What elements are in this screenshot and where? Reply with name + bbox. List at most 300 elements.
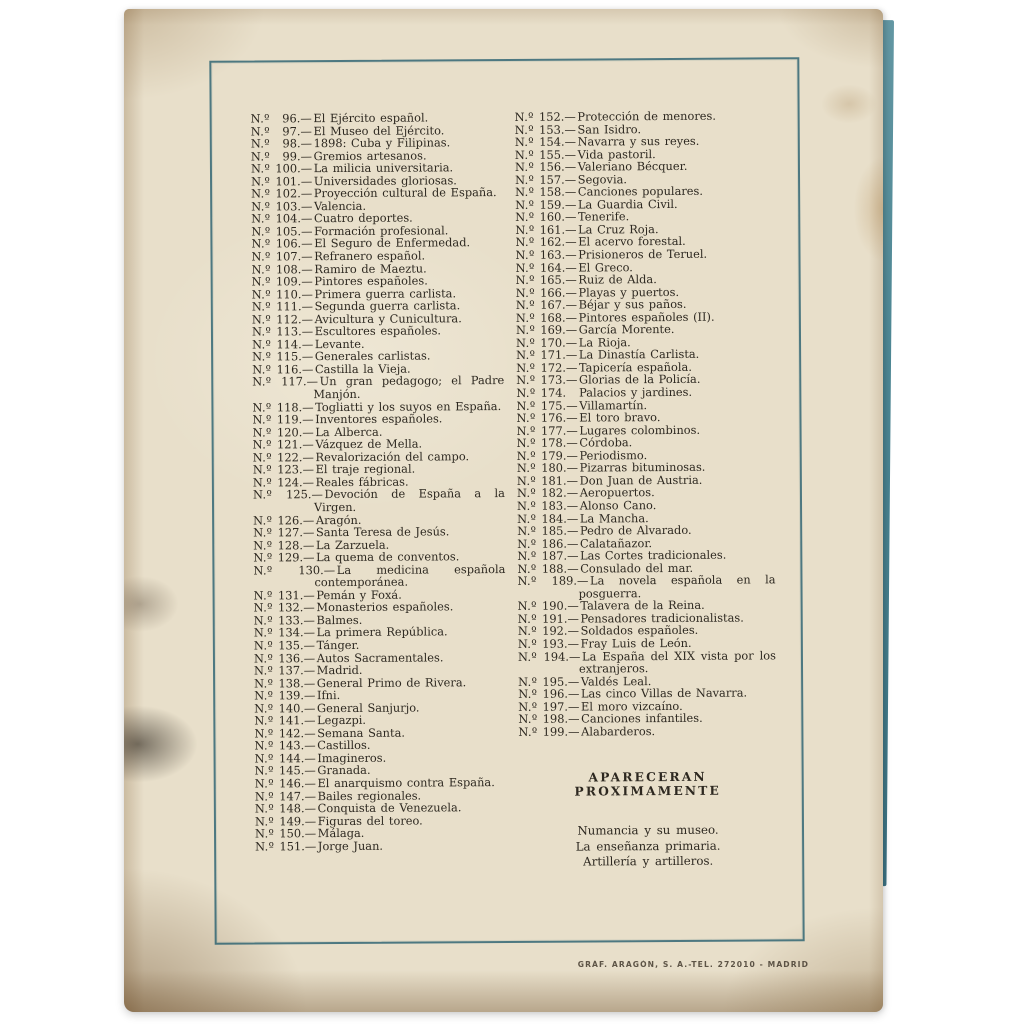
- entry-title: La medicina española contemporánea.: [314, 561, 506, 590]
- entry-separator: —: [304, 813, 317, 828]
- entry-number: 96.: [282, 111, 301, 126]
- entry-prefix: N.º: [254, 713, 274, 728]
- entry-prefix: N.º: [514, 134, 534, 150]
- entry-prefix: N.º: [515, 272, 535, 288]
- catalog-entry: [253, 487, 505, 514]
- entry-separator: —: [303, 613, 315, 628]
- entry-title: El traje regional.: [315, 461, 416, 477]
- entry-number: 180.: [541, 460, 567, 476]
- entry-number: 166.: [540, 285, 566, 300]
- decorative-frame: [209, 57, 804, 945]
- entry-separator: —: [301, 362, 314, 377]
- entry-number: 196.: [542, 686, 568, 701]
- catalog-entry: [518, 649, 776, 676]
- entry-separator: —: [564, 134, 576, 149]
- entry-prefix: N.º: [253, 538, 273, 553]
- entry-separator: —: [567, 699, 580, 714]
- entry-number: 172.: [540, 360, 566, 375]
- entry-separator: —: [567, 636, 580, 651]
- upcoming-item: Numancia y su museo.: [577, 823, 719, 838]
- entry-title: Universidades gloriosas.: [313, 173, 457, 188]
- entry-separator: —: [303, 688, 316, 703]
- entry-number: 99.: [282, 148, 301, 164]
- entry-number: 175.: [540, 398, 567, 413]
- entry-separator: —: [566, 448, 578, 463]
- entry-title: Periodismo.: [579, 447, 648, 463]
- entry-prefix: N.º: [515, 210, 535, 225]
- entry-prefix: N.º: [253, 650, 274, 666]
- entry-prefix: N.º: [251, 337, 272, 352]
- entry-separator: —: [300, 173, 313, 188]
- entry-number: 129.: [277, 550, 304, 565]
- entry-separator: —: [304, 788, 316, 803]
- entry-prefix: N.º: [252, 349, 272, 364]
- entry-number: 123.: [277, 462, 303, 477]
- entry-separator: —: [566, 485, 579, 501]
- entry-title: 1898: Cuba y Filipinas.: [313, 135, 451, 151]
- entry-separator: —: [301, 337, 314, 352]
- entry-number: 107.: [275, 249, 302, 264]
- entry-prefix: N.º: [250, 149, 271, 164]
- entry-number: 150.: [279, 826, 305, 841]
- entry-prefix: N.º: [254, 751, 274, 766]
- entry-prefix: N.º: [251, 249, 271, 264]
- entry-title: Avicultura y Cunicultura.: [314, 311, 462, 326]
- catalog-entry: [253, 563, 505, 590]
- entry-prefix: N.º: [250, 123, 270, 139]
- entry-prefix: N.º: [517, 649, 538, 664]
- entry-number: 186.: [541, 536, 568, 551]
- entry-prefix: N.º: [514, 160, 535, 175]
- entry-separator: —: [567, 623, 579, 639]
- entry-separator: —: [302, 525, 315, 540]
- entry-number: 194.: [543, 649, 570, 664]
- entry-prefix: N.º: [254, 801, 275, 816]
- entry-prefix: N.º: [517, 511, 537, 526]
- entry-number: 132.: [277, 600, 304, 615]
- entry-prefix: N.º: [515, 310, 536, 325]
- entry-separator: —: [304, 738, 316, 753]
- entry-separator: —: [566, 498, 579, 513]
- entry-title: Legazpi.: [317, 713, 367, 728]
- entry-title: Figuras del toreo.: [317, 813, 423, 828]
- entry-separator: —: [566, 435, 578, 450]
- entry-separator: —: [565, 247, 577, 262]
- entry-number: 144.: [278, 751, 305, 766]
- entry-separator: —: [304, 763, 316, 778]
- entry-title: La España del XIX vista por los extranjeros.: [578, 647, 776, 676]
- entry-prefix: N.º: [517, 611, 537, 626]
- entry-separator: —: [306, 374, 319, 389]
- entry-number: 156.: [539, 159, 565, 174]
- entry-title: Castillos.: [317, 738, 371, 753]
- entry-separator: —: [300, 111, 312, 126]
- entry-separator: —: [303, 625, 315, 640]
- entry-prefix: N.º: [254, 814, 275, 829]
- entry-prefix: N.º: [518, 724, 538, 739]
- entry-number: 170.: [540, 335, 566, 350]
- catalog-entry: [251, 186, 503, 200]
- entry-separator: —: [566, 523, 579, 538]
- entry-prefix: N.º: [515, 222, 535, 237]
- entry-prefix: N.º: [516, 498, 537, 513]
- entry-prefix: N.º: [518, 674, 538, 689]
- entry-separator: —: [302, 462, 314, 477]
- entry-separator: —: [302, 449, 314, 465]
- entry-number: 185.: [541, 523, 567, 538]
- entry-prefix: N.º: [251, 224, 271, 239]
- entry-number: 165.: [539, 272, 566, 287]
- entry-number: 109.: [275, 274, 302, 289]
- entry-separator: —: [564, 209, 577, 225]
- entry-title: Glorias de la Policía.: [578, 372, 701, 388]
- entry-separator: —: [566, 460, 578, 475]
- entry-number: 101.: [275, 173, 301, 189]
- entry-number: 118.: [276, 399, 303, 414]
- entry-separator: —: [565, 235, 577, 250]
- entry-number: 116.: [276, 362, 302, 377]
- entry-title: Formación profesional.: [314, 223, 449, 239]
- entry-title: Málaga.: [317, 826, 365, 841]
- entry-prefix: N.º: [253, 613, 273, 628]
- entry-title: Béjar y sus paños.: [578, 297, 687, 312]
- entry-prefix: N.º: [252, 450, 272, 465]
- entry-number: 136.: [278, 650, 304, 665]
- entry-prefix: N.º: [250, 111, 270, 126]
- entry-separator: —: [301, 286, 313, 301]
- entry-number: 145.: [278, 763, 305, 778]
- entry-separator: —: [576, 573, 589, 588]
- entry-separator: —: [565, 347, 578, 363]
- entry-title: Granada.: [317, 763, 371, 778]
- entry-prefix: N.º: [253, 638, 274, 653]
- entry-prefix: N.º: [514, 109, 534, 124]
- entry-prefix: N.º: [516, 410, 536, 426]
- entry-separator: —: [566, 473, 579, 488]
- entry-prefix: N.º: [254, 676, 274, 691]
- entry-title: San Isidro.: [577, 121, 642, 137]
- entry-prefix: N.º: [517, 561, 537, 576]
- entry-title: Jorge Juan.: [317, 838, 384, 853]
- entry-title: Bailes regionales.: [317, 788, 422, 803]
- upcoming-title: APARECERAN PROXIMAMENTE: [574, 770, 722, 799]
- entry-separator: —: [567, 686, 580, 701]
- entry-title: Alonso Cano.: [579, 498, 657, 513]
- entry-prefix: N.º: [251, 199, 271, 214]
- entry-title: Cuatro deportes.: [313, 210, 413, 226]
- entry-separator: —: [564, 147, 577, 162]
- entry-prefix: N.º: [518, 712, 538, 727]
- entry-separator: —: [301, 274, 313, 289]
- entry-prefix: N.º: [253, 525, 273, 540]
- entry-prefix: N.º: [515, 235, 535, 250]
- entry-title: Proyección cultural de España.: [313, 185, 497, 201]
- entry-prefix: N.º: [516, 373, 536, 388]
- entry-title: Devoción de España a la Virgen.: [313, 486, 505, 515]
- upcoming-list: [519, 823, 777, 870]
- entry-prefix: N.º: [251, 274, 271, 289]
- entry-title: Pensadores tradicionalistas.: [580, 610, 744, 626]
- entry-number: 176.: [540, 410, 567, 425]
- entry-title: Semana Santa.: [317, 725, 406, 740]
- entry-number: 138.: [278, 675, 304, 691]
- entry-number: 148.: [279, 801, 305, 816]
- entry-number: 122.: [277, 450, 303, 465]
- entry-title: Primera guerra carlista.: [314, 285, 457, 301]
- entry-prefix: N.º: [251, 299, 271, 314]
- entry-title: El moro vizcaíno.: [580, 698, 683, 714]
- entry-number: 134.: [278, 625, 304, 640]
- entry-prefix: N.º: [517, 624, 537, 639]
- entry-separator: —: [567, 561, 579, 576]
- entry-title: Don Juan de Austria.: [579, 472, 703, 488]
- entry-separator: —: [302, 412, 314, 427]
- entry-prefix: N.º: [515, 197, 535, 212]
- entry-prefix: N.º: [250, 161, 271, 176]
- entry-separator: —: [302, 424, 314, 439]
- entry-number: 162.: [539, 235, 566, 250]
- entry-title: Ifni.: [316, 688, 341, 703]
- entry-separator: —: [304, 713, 316, 728]
- entry-separator: —: [566, 410, 578, 425]
- entry-prefix: N.º: [250, 136, 270, 151]
- entry-prefix: N.º: [514, 122, 534, 137]
- entry-separator: —: [566, 423, 578, 438]
- entry-prefix: N.º: [253, 625, 273, 640]
- entry-title: La Zarzuela.: [315, 537, 390, 552]
- entry-title: El Seguro de Enfermedad.: [314, 235, 471, 251]
- upcoming-section: [519, 770, 778, 870]
- entry-title: Monasterios españoles.: [316, 599, 454, 615]
- entry-number: 108.: [275, 261, 302, 276]
- entry-number: 161.: [539, 222, 566, 237]
- entry-prefix: N.º: [517, 548, 537, 564]
- entry-title: El Ejército español.: [313, 110, 429, 126]
- entry-title: Pedro de Alvarado.: [579, 522, 692, 538]
- upcoming-item: La enseñanza primaria.: [575, 838, 721, 854]
- entry-separator: —: [304, 725, 316, 741]
- entry-number: 128.: [277, 537, 304, 552]
- entry-title: Valeriano Bécquer.: [577, 159, 688, 174]
- entry-title: Imagineros.: [317, 750, 387, 766]
- entry-title: Refranero español.: [314, 248, 426, 264]
- entry-prefix: N.º: [515, 185, 535, 200]
- entry-number: 104.: [275, 211, 302, 226]
- entry-title: La novela española en la posguerra.: [578, 572, 776, 601]
- entry-number: 141.: [278, 713, 305, 728]
- entry-title: Levante.: [314, 336, 365, 352]
- entry-separator: —: [300, 211, 313, 226]
- entry-number: 97.: [282, 123, 301, 138]
- entry-number: 183.: [541, 498, 567, 513]
- upcoming-item: Artillería y artilleros.: [583, 853, 714, 869]
- entry-title: General Sanjurjo.: [316, 700, 420, 715]
- entry-number: 106.: [275, 236, 302, 251]
- entry-title: Aragón.: [315, 512, 362, 527]
- entry-number: 135.: [278, 638, 304, 653]
- entry-number: 178.: [540, 435, 567, 451]
- entry-number: 105.: [275, 224, 302, 239]
- entry-prefix: N.º: [516, 423, 536, 438]
- entry-number: 191.: [542, 611, 568, 626]
- entry-number: 126.: [277, 512, 303, 527]
- entry-number: 171.: [540, 348, 566, 363]
- entry-title: Tánger.: [316, 637, 360, 653]
- entry-separator: —: [566, 511, 579, 526]
- entry-separator: —: [303, 675, 316, 690]
- entry-number: 117.: [281, 374, 307, 389]
- entry-prefix: N.º: [515, 247, 535, 262]
- entry-prefix: N.º: [514, 147, 535, 162]
- entry-number: 193.: [542, 636, 568, 651]
- entry-number: 127.: [277, 525, 303, 540]
- entry-separator: —: [565, 285, 577, 300]
- entry-prefix: N.º: [516, 436, 536, 451]
- catalog-entry: [252, 374, 504, 401]
- entry-title: La Dinastía Carlista.: [578, 347, 700, 362]
- entry-title: Consulado del mar.: [580, 560, 694, 576]
- entry-number: 147.: [279, 788, 305, 803]
- entry-prefix: N.º: [252, 437, 272, 452]
- entry-separator: —: [302, 475, 315, 490]
- entry-separator: —: [304, 776, 316, 791]
- entry-title: Ruiz de Alda.: [578, 272, 657, 287]
- entry-title: Un gran pedagogo; el Padre Manjón.: [313, 373, 505, 402]
- entry-number: 124.: [277, 475, 303, 490]
- entry-prefix: N.º: [517, 523, 537, 538]
- entry-prefix: N.º: [253, 663, 274, 678]
- entry-prefix: N.º: [253, 512, 273, 528]
- entry-title: Canciones populares.: [577, 184, 704, 199]
- entry-separator: —: [303, 650, 316, 665]
- entry-prefix: N.º: [253, 563, 273, 578]
- entry-title: Revalorización del campo.: [315, 448, 470, 464]
- entry-title: Playas y puertos.: [578, 284, 680, 300]
- entry-prefix: N.º: [254, 826, 275, 841]
- entry-number: 100.: [275, 161, 301, 176]
- entry-number: 112.: [276, 312, 302, 327]
- entry-separator: —: [302, 537, 315, 552]
- entry-number: 114.: [276, 337, 302, 352]
- entry-number: 157.: [539, 172, 565, 187]
- entry-title: La Mancha.: [579, 510, 649, 526]
- entry-prefix: N.º: [251, 236, 271, 252]
- entry-prefix: N.º: [252, 475, 273, 490]
- entry-number: 160.: [539, 210, 566, 225]
- entry-title: Soldados españoles.: [580, 623, 699, 638]
- entry-prefix: N.º: [516, 348, 536, 363]
- printer-imprint: GRÁF. ARAGÓN, S. A.-TEL. 272010 - MADRID: [577, 960, 809, 969]
- entry-title: Valencia.: [313, 198, 367, 214]
- entry-title: La Alberca.: [315, 424, 383, 439]
- entry-title: El anarquismo contra España.: [317, 775, 495, 791]
- entry-number: 153.: [539, 122, 565, 137]
- entry-separator: —: [565, 322, 578, 337]
- entry-number: 98.: [282, 136, 301, 151]
- entry-separator: —: [568, 724, 580, 739]
- entry-number: 152.: [538, 109, 565, 124]
- entry-title: El Greco.: [578, 259, 633, 275]
- entry-separator: —: [565, 335, 578, 350]
- entry-prefix: N.º: [515, 285, 535, 300]
- entry-number: 155.: [539, 147, 565, 162]
- entry-number: 198.: [542, 711, 569, 727]
- entry-title: Conquista de Venezuela.: [317, 800, 462, 816]
- entry-separator: —: [567, 674, 580, 689]
- entry-separator: —: [564, 172, 577, 187]
- entry-number: 187.: [541, 548, 568, 563]
- entry-title: Villamartín.: [579, 397, 648, 413]
- entry-title: Autos Sacramentales.: [316, 649, 444, 665]
- entry-prefix: N.º: [251, 312, 272, 327]
- entry-number: 110.: [276, 286, 302, 302]
- entry-prefix: N.º: [516, 461, 536, 476]
- entry-number: 143.: [278, 738, 305, 753]
- entry-prefix: N.º: [518, 699, 538, 714]
- entry-prefix: N.º: [516, 398, 536, 413]
- entry-title: El acervo forestal.: [578, 234, 686, 250]
- entry-separator: —: [300, 148, 313, 163]
- entry-title: Generales carlistas.: [314, 348, 431, 364]
- entry-prefix: N.º: [516, 486, 537, 501]
- entry-number: 102.: [275, 186, 301, 201]
- entry-number: 164.: [539, 260, 566, 275]
- entry-separator: —: [565, 360, 578, 375]
- entry-title: Las Cortes tradicionales.: [580, 547, 727, 563]
- entry-title: Inventores españoles.: [315, 411, 443, 427]
- entry-prefix: N.º: [253, 550, 273, 565]
- entry-title: Palacios y jardines.: [579, 384, 693, 400]
- entry-separator: —: [565, 297, 577, 312]
- catalog-content: [251, 109, 793, 871]
- entry-number: 174.: [540, 385, 567, 400]
- entry-separator: —: [564, 184, 577, 199]
- entry-number: 173.: [540, 373, 567, 388]
- entry-number: 131.: [277, 588, 304, 603]
- entry-separator: —: [304, 801, 317, 816]
- entry-prefix: N.º: [254, 763, 274, 778]
- entry-title: Prisioneros de Teruel.: [578, 246, 708, 262]
- entry-title: La milicia universitaria.: [313, 160, 454, 176]
- entry-number: 184.: [541, 511, 567, 526]
- entry-separator: —: [565, 310, 578, 325]
- entry-prefix: N.º: [515, 335, 536, 350]
- entry-number: 189.: [551, 573, 578, 588]
- entry-separator: —: [303, 700, 316, 715]
- entry-title: Tenerife.: [577, 209, 630, 224]
- entry-prefix: N.º: [251, 287, 271, 302]
- entry-title: Vázquez de Mella.: [315, 436, 423, 452]
- entry-number: 139.: [278, 688, 304, 703]
- entry-separator: —: [301, 349, 314, 364]
- entry-separator: —: [311, 487, 323, 502]
- entry-prefix: N.º: [250, 174, 271, 189]
- entry-prefix: N.º: [517, 536, 537, 551]
- entry-prefix: N.º: [516, 385, 536, 400]
- entry-separator: —: [303, 550, 315, 565]
- entry-separator: —: [567, 548, 579, 563]
- entry-number: 113.: [276, 324, 302, 339]
- entry-title: La quema de conventos.: [316, 549, 460, 565]
- entry-title: Canciones infantiles.: [581, 711, 703, 726]
- entry-separator: —: [300, 186, 313, 201]
- catalog-columns: [251, 109, 793, 871]
- entry-title: La Guardia Civil.: [577, 196, 678, 212]
- entry-separator: —: [300, 199, 313, 214]
- entry-separator: —: [301, 224, 313, 239]
- entry-number: 130.: [298, 562, 324, 577]
- entry-title: Vida pastoril.: [577, 146, 656, 162]
